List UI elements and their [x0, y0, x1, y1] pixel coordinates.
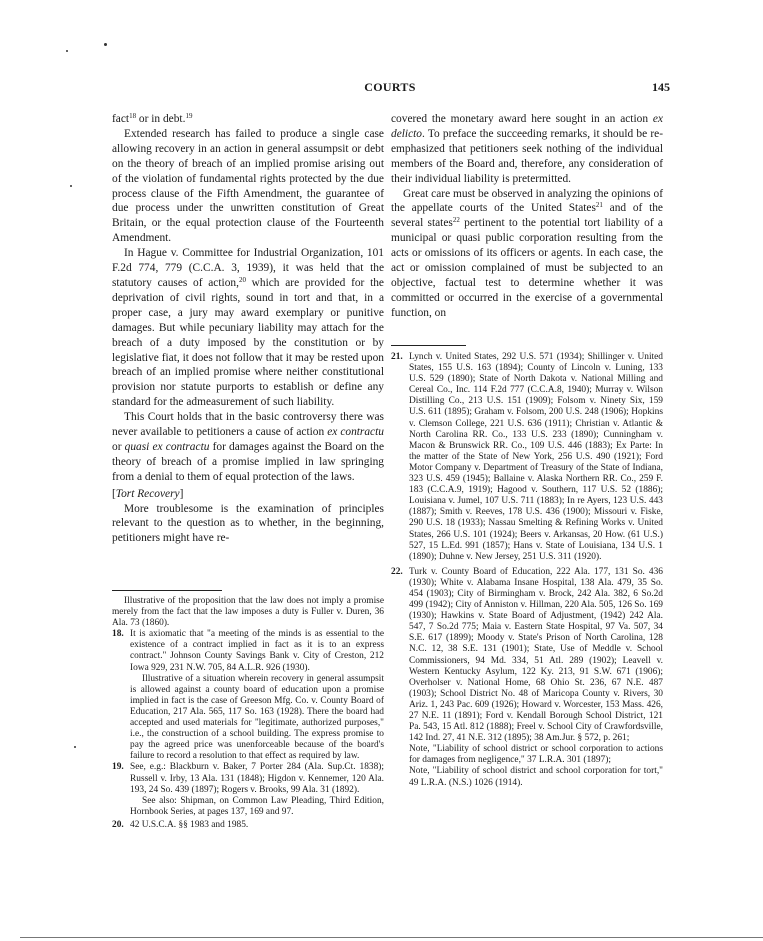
scan-speck	[66, 50, 68, 52]
page-number: 145	[652, 80, 670, 94]
footnote-21: 21. Lynch v. United States, 292 U.S. 571 (1934); Shillinger v. United States, 155 U.S. 163 (1894); County of Lincoln v. Luning, 133 U.S. 529 (1890); State of North Dakota v. National Milling and Cereal Co., Inc. 114 F.2d 777 (C.C.A.8, 1940); Murray v. Wilson Distilling Co., 213 U.S. 151 (1909); Folsom v. Ninety Six, 159 U.S. 611 (1895); Graham v. Folsom, 200 U.S. 248 (1906); Hopkins v. Clemson College, 221 U.S. 636 (1911); Christian v. Atlantic & North Carolina RR. Co., 133 U.S. 233 (1890); Cunningham v. Macon & Brunswick RR. Co., 109 U.S. 446 (1883); Ex Parte: In the matter of the State of New York, 256 U.S. 490 (1921); Ford Motor Company v. Department of Treasury of the State of Indiana, 323 U.S. 459 (1945); Ballaine v. Alaska Northern RR. Co., 259 F. 183 (C.C.A.9, 1919); Hagood v. Southern, 117 U.S. 52 (1886); Louisiana v. Jumel, 107 U.S. 711 (1883); In re Ayers, 123 U.S. 443 (1887); Smith v. Reeves, 178 U.S. 436 (1900); Missouri v. Fiske, 290 U.S. 18 (1933); Nassau Smelting & Refining Works v. United States, 266 U.S. 101 (1924); Beers v. Arkansas, 20 How. (61 U.S.) 527, 15 L.Ed. 991 (1857); Hans v. State of Louisiana, 134 U.S. 1 (1890); Duhne v. New Jersey, 251 U.S. 311 (1920).	[391, 352, 663, 562]
footnote-ref: 22	[452, 216, 460, 225]
footnote-22: 22. Turk v. County Board of Education, 222 Ala. 177, 131 So. 436 (1930); White v. Alabama Insane Hospital, 138 Ala. 479, 35 So. 454 (1903); City of Birmingham v. Brock, 242 Ala. 382, 6 So.2d 499 (1942); City of Anniston v. Hillman, 220 Ala. 505, 126 So. 169 (1930); Hawkins v. State Board of Adjustment, (1942) 242 Ala. 547, 7 So.2d 775; Maia v. Eastern State Hospital, 97 Va. 507, 34 S.E. 617 (1899); Moody v. State's Prison of North Carolina, 128 N.C. 12, 38 S.E. 131 (1901); State, Use of Meddle v. School Commissioners, 94 Md. 334, 51 Atl. 289 (1902); Leavell v. Western Kentucky Asylum, 122 Ky. 213, 91 S.W. 671 (1906); Overholser v. National Home, 68 Ohio St. 236, 67 N.E. 487 (1903); School District No. 48 of Maricopa County v. Rivers, 30 Ariz. 1, 243 Pac. 609 (1926); Howard v. Worcester, 153 Mass. 426, 27 N.E. 11 (1891); Ford v. Kendall Borough School District, 121 Pa. 543, 15 Atl. 812 (1888); Freel v. School City of Crawfordsville, 142 Ind. 27, 41 N.E. 312 (1895); 38 Am.Jur. § 572, p. 261; Note, "Liability of school district or school corporation to actions for damages from negligence," 37 L.R.A. 301 (1897); Note, "Liability of school district and school corporation for tort," 49 L.R.A. (N.S.) 1026 (1914).	[391, 566, 663, 788]
page-bottom-edge	[20, 937, 763, 938]
left-column	[112, 112, 384, 546]
paragraph: More troublesome is the examination of principles relevant to the question as to whether, in the beginning, petitioners might have re-	[112, 502, 384, 545]
paragraph: fact$^{18}$ or in debt.$^{19}$	[112, 112, 193, 125]
paragraph: Extended research has failed to produce a single case allowing recovery in an action in general assumpsit or debt on the theory of breach of an implied promise arising out of the violation of fundamental rights protected by the due process clause of the Fifth Amendment, the guarantee of due process under the unwritten constitution of Great Britain, or the equal protection clause of the Fourteenth Amendment.	[112, 127, 384, 245]
footnote-ref: 20	[238, 275, 246, 284]
footnote-20: 20. 42 U.S.C.A. §§ 1983 and 1985.	[112, 819, 249, 830]
section-heading: [Tort Recovery]	[112, 487, 184, 500]
running-title: COURTS	[364, 80, 416, 94]
footnote-18: 18. It is axiomatic that "a meeting of the minds is as essential to the existence of a contract implied in fact as it is to an express contract." Johnson County Savings Bank v. City of Creston, 212 Iowa 929, 231 N.W. 705, 84 A.L.R. 926 (1930). Illustrative of a situation wherein recovery in general assumpsit is allowed against a county board of education upon a promise implied in fact is the case of Greeson Mfg. Co. v. County Board of Education, 217 Ala. 565, 117 So. 163 (1928). There the board had accepted and used materials for "legitimate, authorized purposes," i.e., the construction of a school building. The express promise to pay the agreed price was unenforceable because of the board's failure to record a resolution to that effect as required by law.	[112, 629, 384, 762]
footnote-ref: 18	[129, 112, 137, 120]
paragraph: This Court holds that in the basic controversy there was never available to petitioners a cause of action ex contractu or quasi ex contractu for damages against the Board on the theory of breach of a promise implied in law springing from a denial to them of equal protection of the laws.	[112, 411, 385, 483]
right-column	[391, 112, 663, 321]
scan-speck	[74, 746, 76, 748]
footnotes-left	[112, 596, 384, 831]
scan-speck	[70, 185, 72, 187]
footnote-continuation: Illustrative of the proposition that the law does not imply a promise merely from the fact that the law imposes a duty is Fuller v. Duren, 36 Ala. 73 (1860).	[112, 596, 384, 629]
running-header	[110, 80, 670, 96]
footnotes-right	[391, 352, 663, 789]
footnote-ref: 19	[185, 112, 193, 120]
paragraph: Great care must be observed in analyzing the opinions of the appellate courts of the United States$^{21}$ and of the several states$^{22}$ pertinent to the potential tort liability of a municipal or quasi public corporation resulting from the acts or omissions of its officers or agents. In each case, the act or omission complained of must be subjected to an objective, factual test to determine whether it was committed or occurred in the exercise of a governmental function, on	[391, 187, 663, 319]
paragraph: covered the monetary award here sought in an action ex delicto. To preface the succeeding remarks, it should be re-emphasized that petitioners seek nothing of the individual members of the Board and, therefore, any consideration of their individual liability is pretermitted.	[391, 113, 663, 185]
footnote-divider	[391, 345, 466, 346]
scan-speck	[104, 43, 107, 46]
footnote-19: 19. See, e.g.: Blackburn v. Baker, 7 Porter 284 (Ala. Sup.Ct. 1838); Russell v. Irby, 13 Ala. 131 (1848); Higdon v. Kennemer, 120 Ala. 193, 24 So. 439 (1897); Rogers v. Brooks, 99 Ala. 31 (1892). See also: Shipman, on Common Law Pleading, Third Edition, Hornbook Series, at pages 137, 169 and 97.	[112, 762, 384, 817]
paragraph: In Hague v. Committee for Industrial Organization, 101 F.2d 774, 779 (C.C.A. 3, 1939), it was held that the statutory causes of action,$^{20}$ which are provided for the deprivation of civil rights, sound in tort and that, in a proper case, a jury may award exemplary or punitive damages. But while pecuniary liability may attach for the breach of a duty imposed by the constitution or by legislative fiat, it does not follow that it may be rested upon breach of an implied promise where neither constitutional provision nor statute purports to establish or define any standard for the admeasurement of such liability.	[112, 247, 384, 409]
footnote-divider	[112, 590, 222, 591]
footnote-ref: 21	[595, 201, 603, 210]
